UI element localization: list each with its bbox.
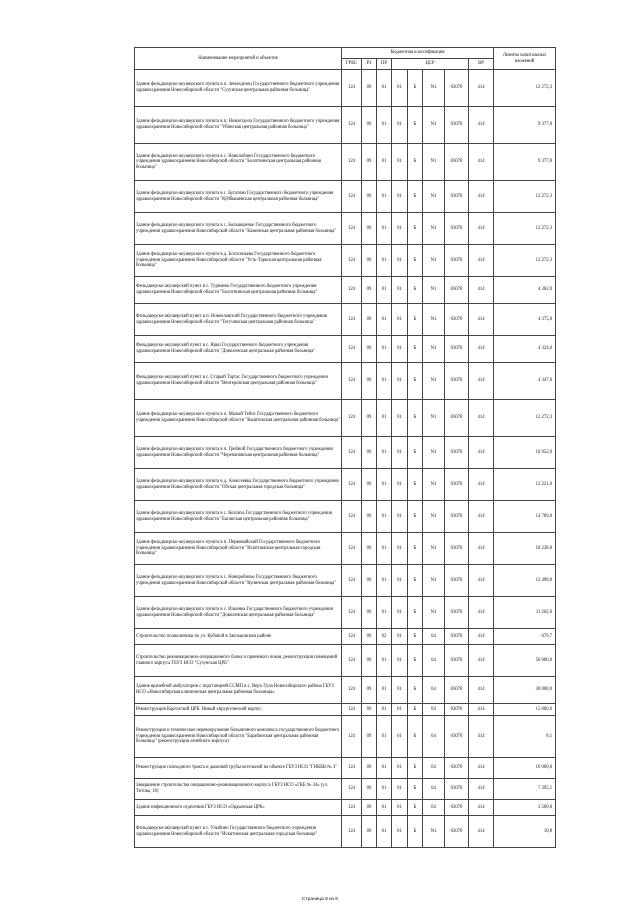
code-c2: Б bbox=[408, 677, 423, 704]
code-rz: 09 bbox=[362, 779, 377, 800]
code-c1: 01 bbox=[392, 336, 408, 363]
table-row bbox=[135, 107, 556, 144]
code-c4: 03070 bbox=[445, 181, 469, 213]
code-c1: 01 bbox=[392, 400, 408, 437]
limit-amount: 10 952,0 bbox=[494, 437, 556, 469]
header-pr: ПР bbox=[377, 59, 392, 70]
code-pr: 01 bbox=[377, 144, 392, 181]
code-c2: Б bbox=[408, 336, 423, 363]
code-vr: 414 bbox=[469, 400, 494, 437]
code-c1: 01 bbox=[392, 533, 408, 565]
code-c4: 03070 bbox=[445, 597, 469, 629]
code-rz: 09 bbox=[362, 758, 377, 779]
code-pr: 01 bbox=[377, 816, 392, 848]
code-c1: 01 bbox=[392, 645, 408, 677]
object-name: Здание инфекционного отделения ГБУЗ НСО «Ордынская ЦРБ» bbox=[135, 800, 342, 816]
code-c4: 03070 bbox=[445, 645, 469, 677]
code-pr: 01 bbox=[377, 245, 392, 277]
code-c3: N1 bbox=[423, 437, 445, 469]
table-row bbox=[135, 181, 556, 213]
code-c3: N1 bbox=[423, 144, 445, 181]
code-vr: 414 bbox=[469, 277, 494, 304]
header-grbs: ГРБС bbox=[342, 59, 362, 70]
limit-amount: 12 498,0 bbox=[494, 565, 556, 597]
limit-amount: 15 000,0 bbox=[494, 704, 556, 716]
code-grbs: 124 bbox=[342, 400, 362, 437]
code-rz: 09 bbox=[362, 363, 377, 400]
code-c2: Б bbox=[408, 363, 423, 400]
code-vr: 414 bbox=[469, 677, 494, 704]
code-c1: 01 bbox=[392, 181, 408, 213]
code-c1: 01 bbox=[392, 629, 408, 645]
code-c3: 04 bbox=[423, 677, 445, 704]
limit-amount: 14 789,0 bbox=[494, 501, 556, 533]
code-vr: 414 bbox=[469, 758, 494, 779]
code-c3: N1 bbox=[423, 501, 445, 533]
code-c2: Б bbox=[408, 437, 423, 469]
code-pr: 01 bbox=[377, 565, 392, 597]
budget-document bbox=[134, 47, 555, 848]
code-c4: 03070 bbox=[445, 533, 469, 565]
code-vr: 414 bbox=[469, 816, 494, 848]
code-vr: 414 bbox=[469, 629, 494, 645]
code-grbs: 124 bbox=[342, 501, 362, 533]
code-c2: Б bbox=[408, 469, 423, 501]
code-vr: 414 bbox=[469, 336, 494, 363]
limit-amount: 50 000,0 bbox=[494, 645, 556, 677]
object-name: Фельдшерско-акушерский пункт в с. Улыбино Государственного бюджетного учреждения здравоохранения Новосибирской области "Искитимская центральная городская больница" bbox=[135, 816, 342, 848]
code-grbs: 124 bbox=[342, 800, 362, 816]
limit-amount: 10 238,0 bbox=[494, 533, 556, 565]
table-row bbox=[135, 501, 556, 533]
code-c2: Б bbox=[408, 800, 423, 816]
code-rz: 09 bbox=[362, 716, 377, 758]
code-c3: N1 bbox=[423, 213, 445, 245]
code-grbs: 124 bbox=[342, 816, 362, 848]
object-name: Здание фельдшерско-акушерского пункта в д. Ботосеньева Государственного бюджетного учреждения здравоохранения Новосибирской области "Усть-Таркская центральная районная больница" bbox=[135, 245, 342, 277]
code-c2: Б bbox=[408, 70, 423, 107]
code-c1: 01 bbox=[392, 469, 408, 501]
code-c4: 03070 bbox=[445, 336, 469, 363]
object-name: Здание фельдшерско-акушерского пункта в п. Первомайский Государственного бюджетного учреждения здравоохранения Новосибирской области "Искитимская центральная городская больница" bbox=[135, 533, 342, 565]
code-rz: 09 bbox=[362, 677, 377, 704]
code-c4: 03070 bbox=[445, 501, 469, 533]
code-c3: N1 bbox=[423, 533, 445, 565]
code-c3: N1 bbox=[423, 400, 445, 437]
limit-amount: 12 272,3 bbox=[494, 181, 556, 213]
code-vr: 414 bbox=[469, 645, 494, 677]
code-pr: 01 bbox=[377, 469, 392, 501]
object-name: Здание фельдшерско-акушерского пункта в п. Земледелец Государственного бюджетного учреждения здравоохранения Новосибирской области "Сузунская центральная районная больница" bbox=[135, 70, 342, 107]
limit-amount: 4 375,0 bbox=[494, 304, 556, 336]
code-grbs: 124 bbox=[342, 213, 362, 245]
table-row bbox=[135, 800, 556, 816]
object-name: Реконструкция газоходного тракта и дымовой трубы котельной на объекте ГБУЗ НСО "ГНКБВ № 3" bbox=[135, 758, 342, 779]
code-pr: 01 bbox=[377, 597, 392, 629]
code-rz: 09 bbox=[362, 213, 377, 245]
code-c1: 01 bbox=[392, 213, 408, 245]
code-grbs: 124 bbox=[342, 704, 362, 716]
header-classification: Бюджетная классификация bbox=[342, 48, 494, 59]
code-c3: N1 bbox=[423, 469, 445, 501]
code-pr: 01 bbox=[377, 501, 392, 533]
code-c2: Б bbox=[408, 779, 423, 800]
code-pr: 01 bbox=[377, 304, 392, 336]
limit-amount: 4 362,0 bbox=[494, 277, 556, 304]
code-c4: 03070 bbox=[445, 363, 469, 400]
object-name: Строительство реанимационно-операционного блока и приемного покоя, реконструкция помещений главного корпуса ГБУЗ НСО "Сузунская ЦРБ" bbox=[135, 645, 342, 677]
limit-amount: 7 395,1 bbox=[494, 779, 556, 800]
object-name: Здание фельдшерско-акушерского пункта в п. Новоотдела Государственного бюджетного учреждения здравоохранения Новосибирской области "Убинская центральная районная больница" bbox=[135, 107, 342, 144]
code-grbs: 124 bbox=[342, 181, 362, 213]
code-pr: 02 bbox=[377, 629, 392, 645]
code-c2: Б bbox=[408, 816, 423, 848]
code-c2: Б bbox=[408, 758, 423, 779]
code-rz: 09 bbox=[362, 277, 377, 304]
table-row bbox=[135, 245, 556, 277]
table-row bbox=[135, 144, 556, 181]
table-row bbox=[135, 565, 556, 597]
code-c4: 03070 bbox=[445, 779, 469, 800]
code-c3: 04 bbox=[423, 716, 445, 758]
code-vr: 414 bbox=[469, 363, 494, 400]
table-row bbox=[135, 400, 556, 437]
code-c2: Б bbox=[408, 304, 423, 336]
code-rz: 09 bbox=[362, 107, 377, 144]
table-row bbox=[135, 277, 556, 304]
code-grbs: 124 bbox=[342, 336, 362, 363]
limit-amount: 679,7 bbox=[494, 629, 556, 645]
object-name: Фельдшерско-акушерский пункт в с. Турнаево Государственного бюджетного учреждения здравоохранения Новосибирской области "Болотнинская центральная районная больница" bbox=[135, 277, 342, 304]
code-vr: 414 bbox=[469, 213, 494, 245]
code-c4: 03070 bbox=[445, 677, 469, 704]
code-c3: N1 bbox=[423, 107, 445, 144]
capital-investment-table bbox=[134, 47, 556, 848]
code-c1: 01 bbox=[392, 800, 408, 816]
code-c4: 03070 bbox=[445, 816, 469, 848]
code-c3: 04 bbox=[423, 629, 445, 645]
code-pr: 01 bbox=[377, 704, 392, 716]
code-c3: N1 bbox=[423, 597, 445, 629]
code-c2: Б bbox=[408, 181, 423, 213]
table-row bbox=[135, 437, 556, 469]
code-c4: 03070 bbox=[445, 107, 469, 144]
code-c4: 03070 bbox=[445, 245, 469, 277]
code-grbs: 124 bbox=[342, 565, 362, 597]
code-rz: 09 bbox=[362, 704, 377, 716]
object-name: Здание фельдшерско-акушерского пункта в с. Большеречье Государственного бюджетного учреждения здравоохранения Новосибирской области "Каменская центральная районная больница" bbox=[135, 213, 342, 245]
code-c1: 01 bbox=[392, 597, 408, 629]
code-c2: Б bbox=[408, 213, 423, 245]
code-c1: 01 bbox=[392, 501, 408, 533]
object-name: Здание врачебной амбулатории с подстанцией ССМП в с. Верх-Тула Новосибирского района ГБУЗ НСО «Новосибирская клиническая центральная районная больница» bbox=[135, 677, 342, 704]
code-vr: 414 bbox=[469, 779, 494, 800]
object-name: Здание фельдшерско-акушерского пункта в с. Новоробичье Государственного бюджетного учреждения здравоохранения Новосибирской области "Купинская центральная районная больница" bbox=[135, 565, 342, 597]
table-row bbox=[135, 304, 556, 336]
limit-amount: 10,8 bbox=[494, 816, 556, 848]
code-c1: 01 bbox=[392, 144, 408, 181]
object-name: Здание фельдшерско-акушерского пункта в с. Козлиха Государственного бюджетного учреждения здравоохранения Новосибирской области "Баганская центральная районная больница" bbox=[135, 501, 342, 533]
code-rz: 09 bbox=[362, 816, 377, 848]
code-c3: 04 bbox=[423, 645, 445, 677]
code-vr: 414 bbox=[469, 501, 494, 533]
table-row bbox=[135, 213, 556, 245]
code-c4: 03070 bbox=[445, 704, 469, 716]
code-c4: 03070 bbox=[445, 400, 469, 437]
object-name: Здание фельдшерско-акушерского пункта в с. Ильинка Государственного бюджетного учреждения здравоохранения Новосибирской области "Доволенская центральная районная больница" bbox=[135, 597, 342, 629]
limit-amount: 12 272,3 bbox=[494, 213, 556, 245]
code-grbs: 124 bbox=[342, 677, 362, 704]
limit-amount: 9 377,8 bbox=[494, 144, 556, 181]
code-vr: 414 bbox=[469, 469, 494, 501]
object-name: Реконструкция и техническое перевооружение больничного комплекса государственного бюджетного учреждения здравоохранения Новосибирской области "Барабинская центральная районная больница" (реконструкция лечебного корпуса) bbox=[135, 716, 342, 758]
code-rz: 09 bbox=[362, 645, 377, 677]
code-c2: Б bbox=[408, 501, 423, 533]
code-rz: 09 bbox=[362, 181, 377, 213]
code-c2: Б bbox=[408, 533, 423, 565]
code-c1: 01 bbox=[392, 677, 408, 704]
table-row bbox=[135, 816, 556, 848]
code-c4: 03070 bbox=[445, 144, 469, 181]
code-pr: 01 bbox=[377, 437, 392, 469]
code-grbs: 124 bbox=[342, 469, 362, 501]
code-c2: Б bbox=[408, 565, 423, 597]
code-c3: N1 bbox=[423, 565, 445, 597]
code-c4: 03070 bbox=[445, 469, 469, 501]
code-pr: 01 bbox=[377, 758, 392, 779]
code-grbs: 124 bbox=[342, 629, 362, 645]
code-grbs: 124 bbox=[342, 437, 362, 469]
table-row bbox=[135, 779, 556, 800]
code-pr: 01 bbox=[377, 645, 392, 677]
table-row bbox=[135, 704, 556, 716]
code-rz: 09 bbox=[362, 304, 377, 336]
code-grbs: 124 bbox=[342, 70, 362, 107]
code-c1: 01 bbox=[392, 363, 408, 400]
code-c4: 03070 bbox=[445, 716, 469, 758]
code-c4: 03070 bbox=[445, 629, 469, 645]
code-vr: 414 bbox=[469, 107, 494, 144]
code-c1: 01 bbox=[392, 304, 408, 336]
code-c2: Б bbox=[408, 107, 423, 144]
code-rz: 09 bbox=[362, 800, 377, 816]
code-c4: 03070 bbox=[445, 304, 469, 336]
code-c3: 04 bbox=[423, 800, 445, 816]
code-c1: 01 bbox=[392, 70, 408, 107]
code-rz: 09 bbox=[362, 245, 377, 277]
code-c2: Б bbox=[408, 277, 423, 304]
code-c3: N1 bbox=[423, 304, 445, 336]
code-pr: 01 bbox=[377, 213, 392, 245]
code-c3: 04 bbox=[423, 758, 445, 779]
code-pr: 01 bbox=[377, 779, 392, 800]
code-c4: 03070 bbox=[445, 758, 469, 779]
code-c2: Б bbox=[408, 716, 423, 758]
code-grbs: 124 bbox=[342, 245, 362, 277]
table-body bbox=[135, 70, 556, 848]
code-vr: 414 bbox=[469, 565, 494, 597]
code-c3: 04 bbox=[423, 779, 445, 800]
code-rz: 09 bbox=[362, 70, 377, 107]
object-name: Фельдшерско-акушерский пункт в с. Старый Тартас Государственного бюджетного учреждения здравоохранения Новосибирской области "Венгеровская центральная районная больница" bbox=[135, 363, 342, 400]
header-csr: ЦСР bbox=[392, 59, 469, 70]
code-c3: N1 bbox=[423, 181, 445, 213]
code-vr: 414 bbox=[469, 144, 494, 181]
code-grbs: 124 bbox=[342, 758, 362, 779]
header-name: Наименование мероприятий и объектов bbox=[135, 48, 342, 70]
limit-amount: 12 272,3 bbox=[494, 70, 556, 107]
limit-amount: 4 347,0 bbox=[494, 363, 556, 400]
code-c4: 03070 bbox=[445, 565, 469, 597]
code-pr: 01 bbox=[377, 277, 392, 304]
code-vr: 414 bbox=[469, 800, 494, 816]
code-grbs: 124 bbox=[342, 533, 362, 565]
code-grbs: 124 bbox=[342, 107, 362, 144]
code-vr: 414 bbox=[469, 704, 494, 716]
code-c1: 01 bbox=[392, 277, 408, 304]
header-vr: ВР bbox=[469, 59, 494, 70]
code-c1: 01 bbox=[392, 565, 408, 597]
object-name: Фельдшерско-акушерский пункт в п. Новоеловский Государственного бюджетного учреждения здравоохранения Новосибирской области "Тогучинская центральная районная больница" bbox=[135, 304, 342, 336]
code-c1: 01 bbox=[392, 245, 408, 277]
code-vr: 414 bbox=[469, 70, 494, 107]
code-rz: 09 bbox=[362, 469, 377, 501]
code-rz: 09 bbox=[362, 597, 377, 629]
limit-amount: 9 377,8 bbox=[494, 107, 556, 144]
code-rz: 09 bbox=[362, 565, 377, 597]
code-c2: Б bbox=[408, 704, 423, 716]
code-vr: 414 bbox=[469, 437, 494, 469]
code-grbs: 124 bbox=[342, 645, 362, 677]
code-c2: Б bbox=[408, 400, 423, 437]
table-row bbox=[135, 677, 556, 704]
table-row bbox=[135, 70, 556, 107]
code-c2: Б bbox=[408, 245, 423, 277]
code-rz: 09 bbox=[362, 437, 377, 469]
limit-amount: 4 324,0 bbox=[494, 336, 556, 363]
code-c2: Б bbox=[408, 645, 423, 677]
code-grbs: 124 bbox=[342, 716, 362, 758]
code-pr: 01 bbox=[377, 70, 392, 107]
object-name: Здание фельдшерско-акушерского пункта в п. Гребной Государственного бюджетного учреждения здравоохранения Новосибирской области "Черепановская центральная районная больница" bbox=[135, 437, 342, 469]
code-pr: 01 bbox=[377, 677, 392, 704]
code-rz: 09 bbox=[362, 144, 377, 181]
code-rz: 09 bbox=[362, 629, 377, 645]
code-pr: 01 bbox=[377, 800, 392, 816]
code-c3: N1 bbox=[423, 70, 445, 107]
code-grbs: 124 bbox=[342, 779, 362, 800]
code-pr: 01 bbox=[377, 336, 392, 363]
code-grbs: 124 bbox=[342, 597, 362, 629]
limit-amount: 12 272,3 bbox=[494, 245, 556, 277]
code-c3: N1 bbox=[423, 363, 445, 400]
limit-amount: 3 500,0 bbox=[494, 800, 556, 816]
code-pr: 01 bbox=[377, 363, 392, 400]
code-c4: 03070 bbox=[445, 213, 469, 245]
table-row bbox=[135, 533, 556, 565]
header-limits: Лимиты капитальных вложений bbox=[494, 48, 556, 70]
table-row bbox=[135, 363, 556, 400]
code-pr: 01 bbox=[377, 181, 392, 213]
code-vr: 414 bbox=[469, 245, 494, 277]
object-name: Здание фельдшерско-акушерского пункта в с. Бугатово Государственного бюджетного учреждения здравоохранения Новосибирской области "Куйбышевская центральная районная больница" bbox=[135, 181, 342, 213]
table-row bbox=[135, 336, 556, 363]
table-row bbox=[135, 597, 556, 629]
code-pr: 01 bbox=[377, 533, 392, 565]
object-name: Фельдшерско-акушерский пункт в с. Ярки Государственного бюджетного учреждения здравоохранения Новосибирской области "Доволенская центральная районная больница" bbox=[135, 336, 342, 363]
code-c2: Б bbox=[408, 597, 423, 629]
code-vr: 414 bbox=[469, 597, 494, 629]
table-row bbox=[135, 469, 556, 501]
header-rz: РЗ bbox=[362, 59, 377, 70]
code-c3: N1 bbox=[423, 245, 445, 277]
limit-amount: 30 000,0 bbox=[494, 677, 556, 704]
code-vr: 414 bbox=[469, 716, 494, 758]
code-c3: N1 bbox=[423, 816, 445, 848]
limit-amount: 11 262,0 bbox=[494, 597, 556, 629]
code-pr: 01 bbox=[377, 400, 392, 437]
object-name: Здание фельдшерско-акушерского пункта в п. Малый Тебис Государственного бюджетного учреждения здравоохранения Новосибирской области "Кыштовская центральная районная больница" bbox=[135, 400, 342, 437]
object-name: Здание фельдшерско-акушерского пункта в д. Алексеевка Государственного бюджетного учреждения здравоохранения Новосибирской области "Обская центральная городская больница" bbox=[135, 469, 342, 501]
code-c4: 03070 bbox=[445, 437, 469, 469]
code-rz: 09 bbox=[362, 501, 377, 533]
code-c3: N1 bbox=[423, 336, 445, 363]
limit-amount: 12 272,3 bbox=[494, 400, 556, 437]
table-row bbox=[135, 716, 556, 758]
code-grbs: 124 bbox=[342, 277, 362, 304]
code-c1: 01 bbox=[392, 107, 408, 144]
page-number: Страница 8 из 8 bbox=[302, 897, 338, 902]
code-c1: 01 bbox=[392, 704, 408, 716]
object-name: Реконструкция Каргатской ЦРБ. Новый хирургический корпус. bbox=[135, 704, 342, 716]
code-c4: 03070 bbox=[445, 70, 469, 107]
object-name: Здание фельдшерско-акушерского пункта в с. Новолобино Государственного бюджетного учреждения здравоохранения Новосибирской области "Болотнинская центральная районная больница" bbox=[135, 144, 342, 181]
code-c2: Б bbox=[408, 144, 423, 181]
object-name: Завершение строительства операционно-реанимационного корпуса ГБУЗ НСО «ГКБ № 34» (ул. Титова, 18) bbox=[135, 779, 342, 800]
code-pr: 01 bbox=[377, 107, 392, 144]
code-rz: 09 bbox=[362, 533, 377, 565]
table-row bbox=[135, 629, 556, 645]
limit-amount: 12 221,0 bbox=[494, 469, 556, 501]
table-row bbox=[135, 645, 556, 677]
code-c1: 01 bbox=[392, 437, 408, 469]
code-c4: 03070 bbox=[445, 800, 469, 816]
code-c1: 01 bbox=[392, 716, 408, 758]
object-name: Строительство поликлиники по ул. Кубовой в Заельцовском районе bbox=[135, 629, 342, 645]
code-vr: 414 bbox=[469, 304, 494, 336]
code-pr: 01 bbox=[377, 716, 392, 758]
limit-amount: 10 000,0 bbox=[494, 758, 556, 779]
code-c3: 04 bbox=[423, 704, 445, 716]
code-vr: 414 bbox=[469, 533, 494, 565]
code-c3: N1 bbox=[423, 277, 445, 304]
code-c1: 01 bbox=[392, 758, 408, 779]
code-grbs: 124 bbox=[342, 144, 362, 181]
limit-amount: 8,1 bbox=[494, 716, 556, 758]
code-c1: 01 bbox=[392, 779, 408, 800]
code-vr: 414 bbox=[469, 181, 494, 213]
code-rz: 09 bbox=[362, 400, 377, 437]
code-grbs: 124 bbox=[342, 304, 362, 336]
code-c4: 03070 bbox=[445, 277, 469, 304]
code-grbs: 124 bbox=[342, 363, 362, 400]
code-c2: Б bbox=[408, 629, 423, 645]
code-c1: 01 bbox=[392, 816, 408, 848]
table-row bbox=[135, 758, 556, 779]
code-rz: 09 bbox=[362, 336, 377, 363]
